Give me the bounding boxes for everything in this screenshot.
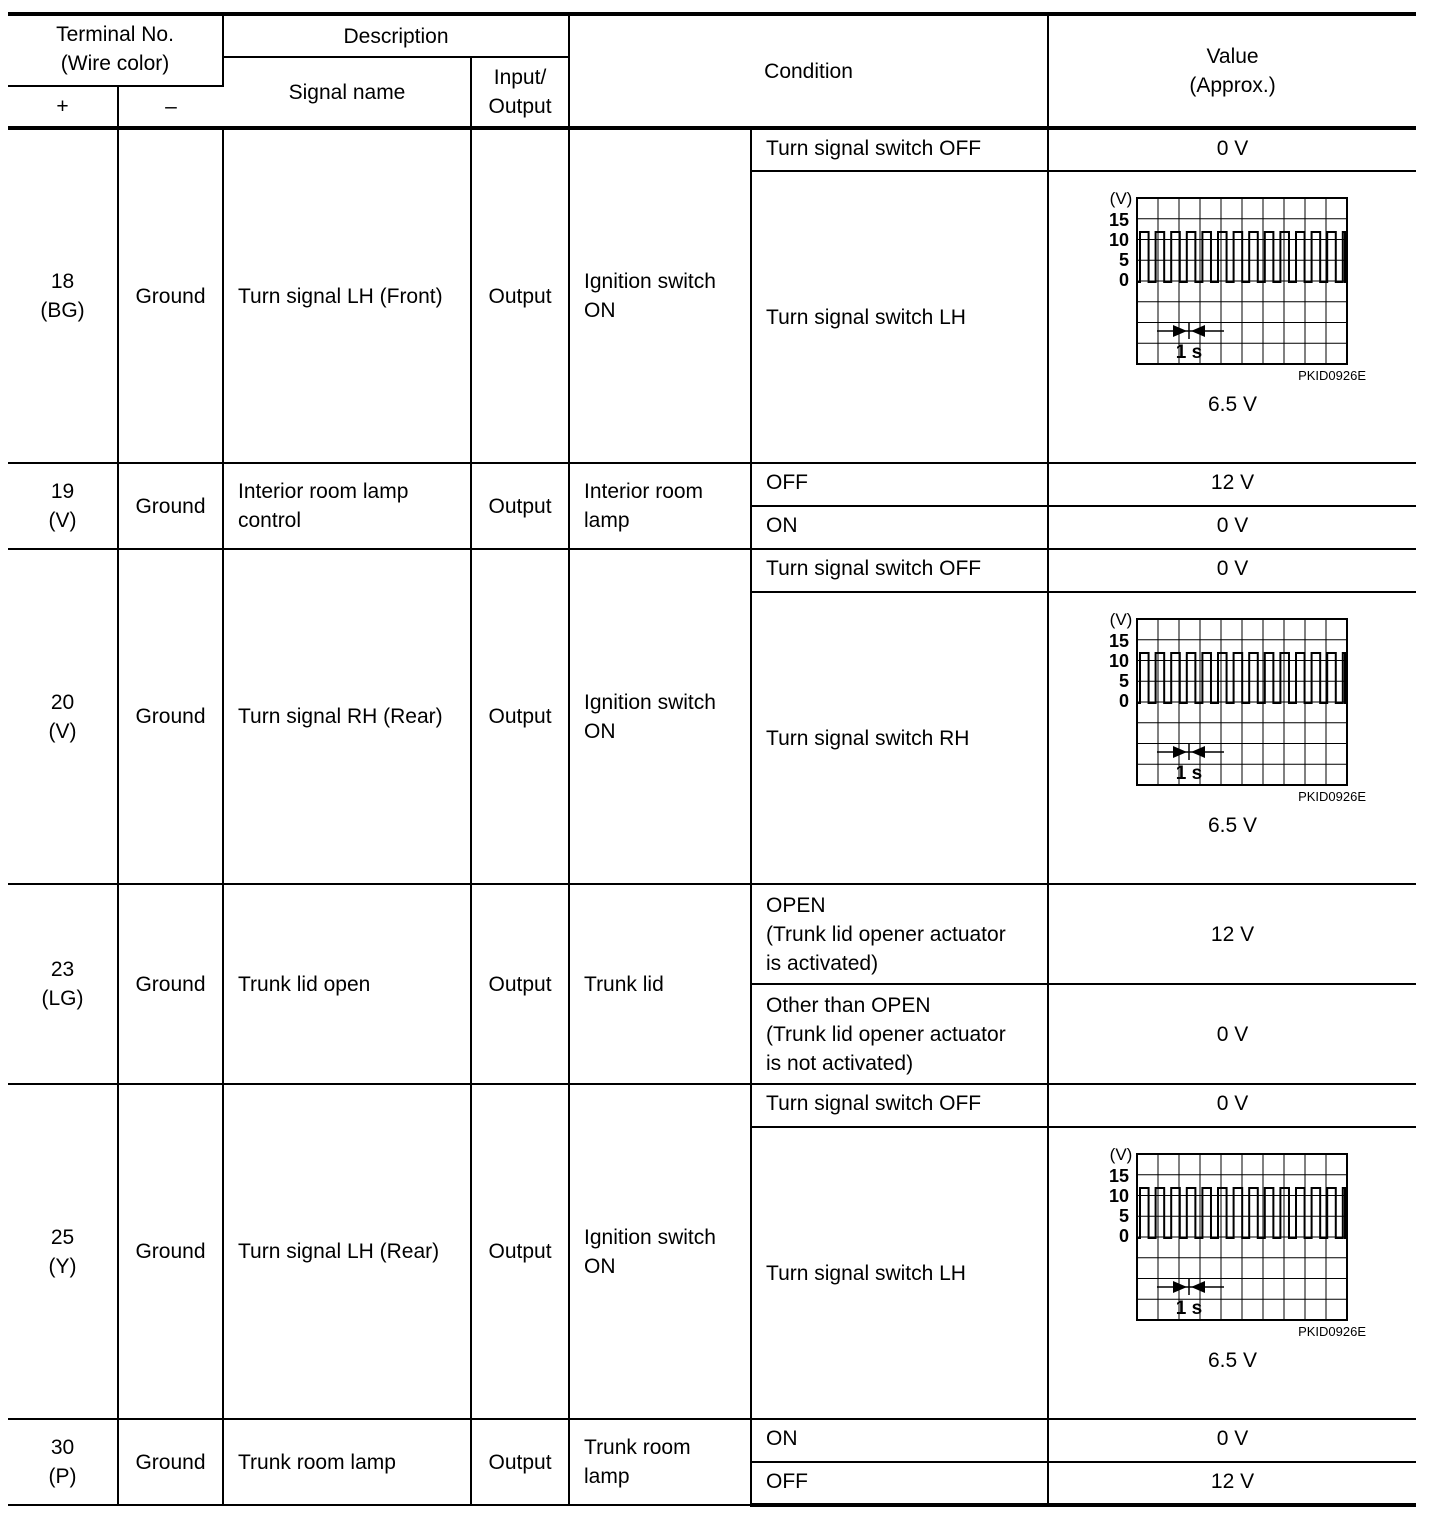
- value-header: Value (Approx.): [1048, 14, 1416, 128]
- time-marker-label: 1 s: [1175, 342, 1202, 363]
- value-text: 6.5 V: [1208, 1349, 1258, 1372]
- table-row: [8, 463, 1416, 506]
- sub-condition-cell: OFF: [751, 1462, 1048, 1505]
- condition-cell: Ignition switch ON: [569, 1084, 751, 1419]
- value-cell: 12 V: [1048, 463, 1416, 506]
- ground-cell: Ground: [118, 128, 223, 463]
- waveform-chart: [1093, 1140, 1373, 1322]
- value-cell: 0 V: [1048, 128, 1416, 171]
- waveform-figure-id: PKID0926E: [1298, 789, 1367, 804]
- waveform-unit: (V): [1109, 610, 1132, 629]
- time-marker-label: 1 s: [1175, 763, 1202, 784]
- time-marker-arrow: [1173, 1281, 1187, 1293]
- terminal-cell: 20 (V): [8, 549, 118, 884]
- time-marker-arrow: [1173, 746, 1187, 758]
- waveform-y-tick: 15: [1108, 1166, 1129, 1186]
- value-cell: 12 V: [1048, 884, 1416, 984]
- table-row: [8, 884, 1416, 984]
- sub-condition-cell: OFF: [751, 463, 1048, 506]
- time-marker-label: 1 s: [1175, 1298, 1202, 1319]
- sub-condition-cell: OPEN (Trunk lid opener actuator is activated): [751, 884, 1048, 984]
- sub-condition-cell: Turn signal switch OFF: [751, 128, 1048, 171]
- terminal-cell: 30 (P): [8, 1419, 118, 1505]
- waveform-figure-id: PKID0926E: [1298, 368, 1367, 383]
- io-cell: Output: [471, 463, 569, 549]
- condition-cell: Trunk room lamp: [569, 1419, 751, 1505]
- time-marker-arrow: [1191, 1281, 1205, 1293]
- io-cell: Output: [471, 128, 569, 463]
- condition-cell: Interior room lamp: [569, 463, 751, 549]
- value-cell: 0 V: [1048, 549, 1416, 592]
- waveform-figure-id: PKID0926E: [1298, 1324, 1367, 1339]
- waveform-y-tick: 5: [1118, 1206, 1129, 1226]
- waveform-chart: [1093, 184, 1373, 366]
- sub-condition-cell: ON: [751, 506, 1048, 549]
- ground-cell: Ground: [118, 549, 223, 884]
- waveform-y-tick: 0: [1118, 1226, 1129, 1246]
- minus-header: –: [118, 86, 223, 128]
- value-text: 6.5 V: [1208, 814, 1258, 837]
- table-body: [8, 128, 1416, 1505]
- value-cell: 0 V: [1048, 1419, 1416, 1462]
- table-row: [8, 1419, 1416, 1462]
- condition-cell: Trunk lid: [569, 884, 751, 1084]
- time-marker-arrow: [1191, 325, 1205, 337]
- condition-cell: Ignition switch ON: [569, 128, 751, 463]
- condition-cell: Ignition switch ON: [569, 549, 751, 884]
- io-cell: Output: [471, 549, 569, 884]
- waveform-y-tick: 0: [1118, 270, 1129, 290]
- waveform-unit: (V): [1109, 189, 1132, 208]
- waveform-y-tick: 10: [1108, 651, 1129, 671]
- table-row: [8, 549, 1416, 592]
- condition-header: Condition: [569, 14, 1048, 128]
- io-cell: Output: [471, 1084, 569, 1419]
- waveform-chart: [1093, 605, 1373, 787]
- plus-header: +: [8, 86, 118, 128]
- signal-name-cell: Turn signal LH (Rear): [223, 1084, 471, 1419]
- waveform-y-tick: 5: [1118, 250, 1129, 270]
- value-cell: [1048, 1127, 1416, 1419]
- value-cell: 0 V: [1048, 1084, 1416, 1127]
- ground-cell: Ground: [118, 884, 223, 1084]
- table-row: [8, 128, 1416, 171]
- sub-condition-cell: Turn signal switch LH: [751, 1127, 1048, 1419]
- time-marker-arrow: [1173, 325, 1187, 337]
- value-cell: 12 V: [1048, 1462, 1416, 1505]
- ground-cell: Ground: [118, 1419, 223, 1505]
- terminal-header: Terminal No. (Wire color): [8, 14, 223, 86]
- signal-name-cell: Interior room lamp control: [223, 463, 471, 549]
- io-cell: Output: [471, 884, 569, 1084]
- value-cell: [1048, 171, 1416, 463]
- sub-condition-cell: Turn signal switch RH: [751, 592, 1048, 884]
- signal-name-header: Signal name: [223, 57, 471, 128]
- table-row: [8, 1084, 1416, 1127]
- value-cell: 0 V: [1048, 984, 1416, 1084]
- ground-cell: Ground: [118, 463, 223, 549]
- sub-condition-cell: Turn signal switch LH: [751, 171, 1048, 463]
- sub-condition-cell: Turn signal switch OFF: [751, 1084, 1048, 1127]
- terminal-cell: 25 (Y): [8, 1084, 118, 1419]
- signal-name-cell: Trunk room lamp: [223, 1419, 471, 1505]
- waveform-y-tick: 0: [1118, 691, 1129, 711]
- ground-cell: Ground: [118, 1084, 223, 1419]
- sub-condition-cell: Other than OPEN (Trunk lid opener actuator is not activated): [751, 984, 1048, 1084]
- signal-name-cell: Turn signal LH (Front): [223, 128, 471, 463]
- signal-name-cell: Trunk lid open: [223, 884, 471, 1084]
- value-cell: 0 V: [1048, 506, 1416, 549]
- waveform-unit: (V): [1109, 1145, 1132, 1164]
- description-header: Description: [223, 14, 569, 57]
- waveform-y-tick: 5: [1118, 671, 1129, 691]
- sub-condition-cell: Turn signal switch OFF: [751, 549, 1048, 592]
- time-marker-arrow: [1191, 746, 1205, 758]
- terminal-cell: 19 (V): [8, 463, 118, 549]
- terminal-cell: 18 (BG): [8, 128, 118, 463]
- terminal-cell: 23 (LG): [8, 884, 118, 1084]
- waveform-y-tick: 10: [1108, 230, 1129, 250]
- sub-condition-cell: ON: [751, 1419, 1048, 1462]
- waveform-y-tick: 15: [1108, 210, 1129, 230]
- io-cell: Output: [471, 1419, 569, 1505]
- waveform-y-tick: 10: [1108, 1186, 1129, 1206]
- value-text: 6.5 V: [1208, 393, 1258, 416]
- signal-name-cell: Turn signal RH (Rear): [223, 549, 471, 884]
- waveform-y-tick: 15: [1108, 631, 1129, 651]
- value-cell: [1048, 592, 1416, 884]
- terminal-spec-table: [8, 12, 1416, 1507]
- io-header: Input/ Output: [471, 57, 569, 128]
